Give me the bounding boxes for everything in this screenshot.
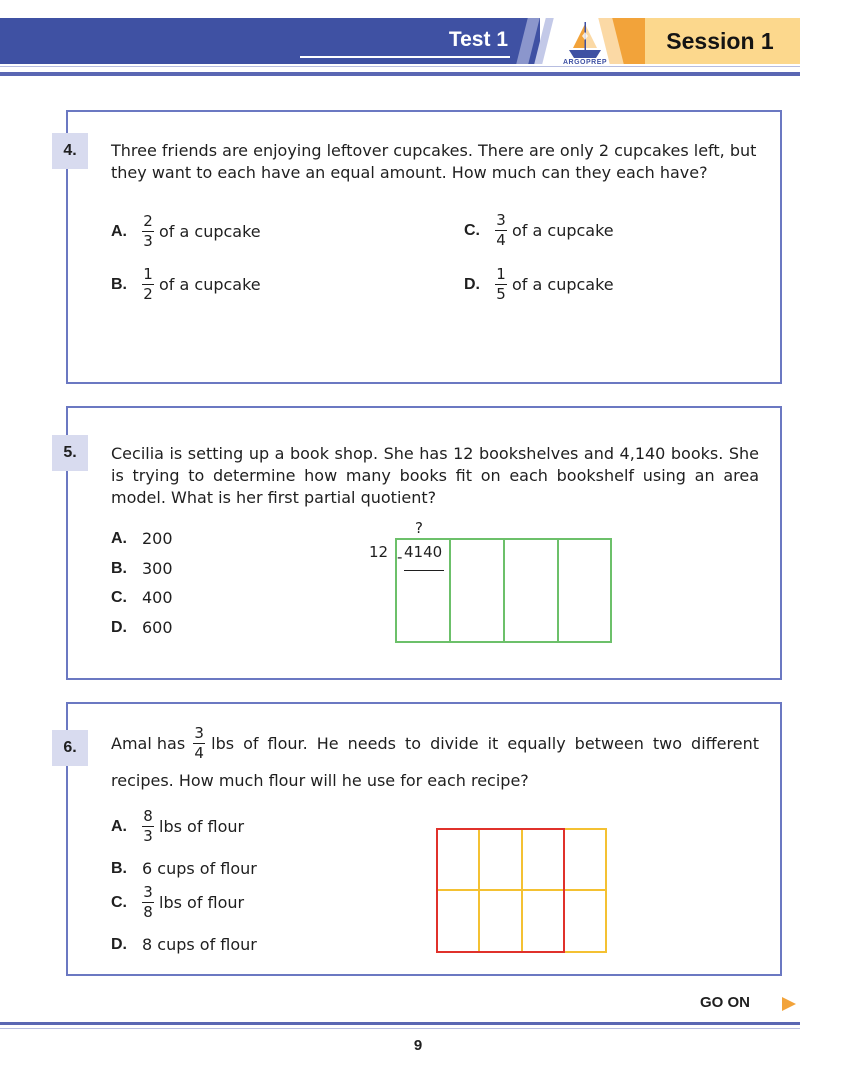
option-c[interactable] (464, 212, 614, 249)
option-c[interactable] (111, 587, 173, 609)
question-text-line-2: recipes. How much flour will he use for each recipe? (111, 771, 529, 790)
option-text: 6 cups of flour (142, 859, 257, 878)
option-b[interactable] (111, 558, 173, 580)
option-d[interactable] (111, 934, 257, 956)
option-b[interactable] (111, 266, 261, 303)
option-text: of a cupcake (512, 274, 614, 294)
option-text: of a cupcake (159, 274, 261, 294)
header-divider (0, 66, 800, 67)
area-model-minus: - (397, 548, 403, 566)
fraction: $\frac{1}{5}$ (496, 265, 506, 303)
option-label: D. (111, 936, 127, 953)
option-a[interactable] (111, 808, 244, 845)
footer-divider (0, 1028, 800, 1029)
option-label: D. (464, 275, 480, 293)
page-number: 9 (413, 1037, 423, 1054)
option-b[interactable] (111, 858, 257, 880)
option-text: lbs of flour (159, 892, 245, 912)
option-text: 600 (142, 618, 173, 637)
area-model-cell (395, 538, 451, 643)
question-number: 5. (52, 435, 88, 471)
option-d[interactable] (464, 266, 614, 303)
option-label: B. (111, 860, 127, 877)
option-label: C. (464, 221, 480, 239)
test-label: Test 1 (448, 28, 508, 51)
option-text: of a cupcake (159, 221, 261, 241)
fraction: $\frac{3}{4}$ (496, 211, 506, 249)
option-text: 300 (142, 559, 173, 578)
fraction: $\frac{2}{3}$ (143, 212, 153, 250)
option-a[interactable] (111, 528, 173, 550)
fraction: $\frac{3}{4}$ (194, 724, 204, 762)
option-label: B. (111, 275, 127, 293)
fraction-grid-highlight (436, 828, 565, 953)
option-text: 8 cups of flour (142, 935, 257, 954)
fraction: $\frac{8}{3}$ (143, 807, 153, 845)
header-underline (300, 56, 510, 58)
option-label: D. (111, 619, 127, 636)
area-model-subtraction-line (404, 570, 444, 571)
option-label: C. (111, 589, 127, 606)
question-text-line-1: Amal has $\frac{3}{4}$ lbs of flour. He needs to divide it equally between two different (111, 724, 759, 762)
question-text: Three friends are enjoying leftover cupcakes. There are only 2 cupcakes left, but they want to each have an equal amount. How much can they each have? (111, 141, 757, 182)
logo-text: ARGOPREP (562, 59, 608, 66)
option-a[interactable] (111, 213, 261, 250)
option-text: of a cupcake (512, 220, 614, 240)
go-on-label: GO ON (700, 994, 751, 1011)
fraction: $\frac{3}{8}$ (143, 883, 153, 921)
option-label: C. (111, 893, 127, 911)
fraction: $\frac{1}{2}$ (143, 265, 153, 303)
area-model-cell (557, 538, 612, 643)
option-label: B. (111, 560, 127, 577)
option-c[interactable] (111, 884, 244, 921)
question-number: 6. (52, 730, 88, 766)
option-text: lbs of flour (159, 816, 245, 836)
arrow-right-icon (782, 997, 796, 1011)
area-model-divisor: 12 (369, 543, 389, 561)
question-number: 4. (52, 133, 88, 169)
area-model-cell (449, 538, 505, 643)
area-model-dividend: 4140 (404, 543, 443, 561)
option-label: A. (111, 817, 127, 835)
option-label: A. (111, 222, 127, 240)
option-text: 400 (142, 588, 173, 607)
header-divider (0, 72, 800, 76)
question-text: Cecilia is setting up a book shop. She has 12 bookshelves and 4,140 books. She is trying to determine how many books fit on each bookshelf using an area model. What is her first partial quotient? (111, 444, 759, 507)
footer-divider (0, 1022, 800, 1025)
option-label: A. (111, 530, 127, 547)
area-model-question-mark: ? (415, 519, 423, 537)
area-model-cell (503, 538, 559, 643)
session-label: Session 1 (666, 28, 774, 54)
option-text: 200 (142, 529, 173, 548)
option-d[interactable] (111, 617, 173, 639)
